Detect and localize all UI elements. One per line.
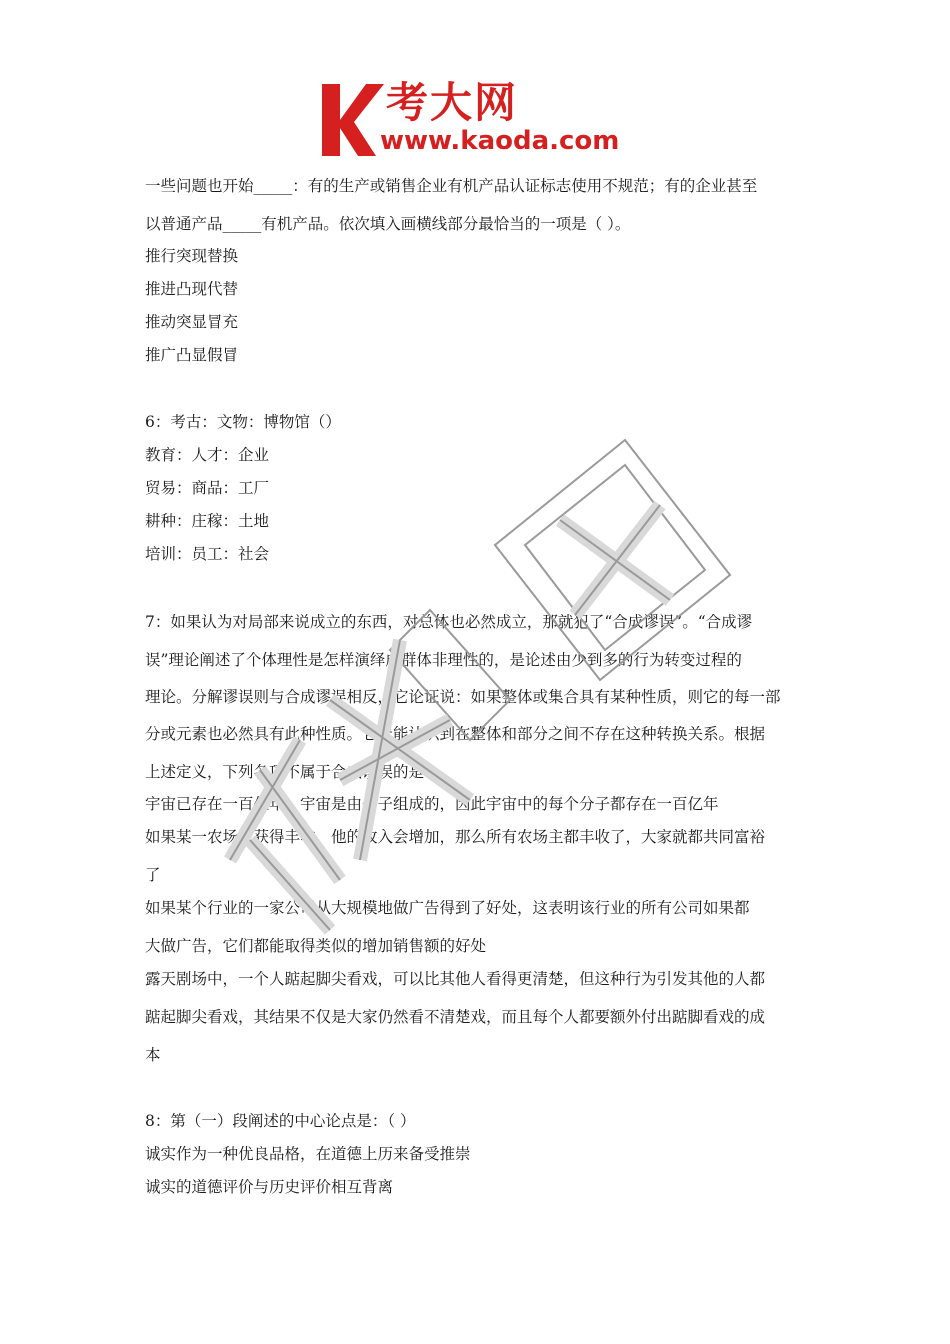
question-8: 8：第（一）段阐述的中心论点是：（ ）	[145, 1112, 416, 1130]
option-a: 诚实作为一种优良品格，在道德上历来备受推崇	[145, 1145, 471, 1163]
option-a: 宇宙已存在一百亿年，宇宙是由分子组成的，因此宇宙中的每个分子都存在一百亿年	[145, 795, 719, 813]
question-7-line-4: 分或元素也必然具有此种性质。它未能认识到在整体和部分之间不存在这种转换关系。根据	[145, 725, 766, 743]
option-b: 推进凸现代替	[145, 280, 239, 298]
option-c-line-1: 如果某个行业的一家公司从大规模地做广告得到了好处，这表明该行业的所有公司如果都	[145, 899, 750, 917]
option-d-line-2: 踮起脚尖看戏，其结果不仅是大家仍然看不清楚戏，而且每个人都要额外付出踮脚看戏的成	[145, 1008, 766, 1026]
kaoda-logo	[318, 76, 648, 162]
question-5-line-1: 一些问题也开始_____：有的生产或销售企业有机产品认证标志使用不规范；有的企业甚至	[145, 177, 758, 195]
option-c: 推动突显冒充	[145, 313, 239, 331]
option-a: 推行突现替换	[145, 247, 239, 265]
option-d: 培训：员工：社会	[145, 545, 270, 563]
logo-title: 考大网	[386, 78, 519, 127]
question-7-line-1: 7：如果认为对局部来说成立的东西，对总体也必然成立，那就犯了“合成谬误”。“合成谬	[145, 613, 753, 631]
k-logo-icon	[318, 76, 388, 162]
option-b-line-1: 如果某一农场主获得丰收，他的收入会增加，那么所有农场主都丰收了，大家就都共同富裕	[145, 828, 766, 846]
option-b: 贸易：商品：工厂	[145, 479, 270, 497]
question-6: 6：考古：文物：博物馆（）	[145, 413, 341, 431]
logo-url: www.kaoda.com	[380, 126, 620, 156]
question-7-line-5: 上述定义，下列各项不属于合成谬误的是：	[145, 763, 440, 781]
option-c-line-2: 大做广告，它们都能取得类似的增加销售额的好处	[145, 937, 487, 955]
option-b: 诚实的道德评价与历史评价相互背离	[145, 1178, 394, 1196]
option-a: 教育：人才：企业	[145, 446, 270, 464]
option-d-line-1: 露天剧场中，一个人踮起脚尖看戏，可以比其他人看得更清楚，但这种行为引发其他的人都	[145, 970, 766, 988]
question-7-line-2: 误”理论阐述了个体理性是怎样演绎成群体非理性的，是论述由少到多的行为转变过程的	[145, 651, 742, 669]
option-b-line-2: 了	[145, 866, 161, 884]
question-7-line-3: 理论。分解谬误则与合成谬误相反，它论证说：如果整体或集合具有某种性质，则它的每一部	[145, 688, 781, 706]
option-d-line-3: 本	[145, 1046, 161, 1064]
question-5-line-2: 以普通产品_____有机产品。依次填入画横线部分最恰当的一项是（ ）。	[145, 215, 631, 233]
option-d: 推广凸显假冒	[145, 346, 239, 364]
option-c: 耕种：庄稼：土地	[145, 512, 270, 530]
